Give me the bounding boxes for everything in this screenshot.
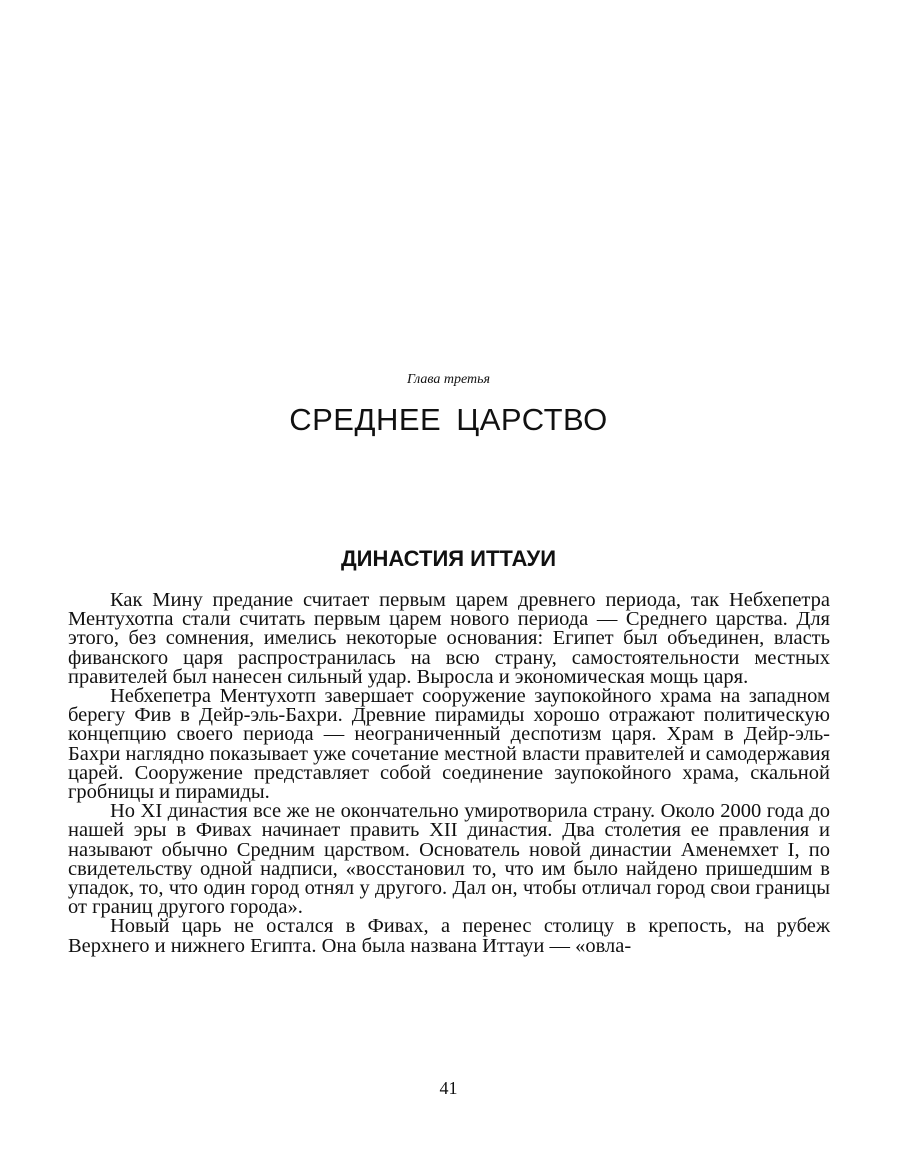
page-number: 41 — [439, 1078, 458, 1098]
body-text — [68, 591, 830, 956]
chapter-label: Глава третья — [406, 372, 491, 387]
paragraph: Как Мину предание считает первым царем древнего периода, так Небхепетра Ментухотпа стали считать первым царем нового периода — Среднего царства. Для этого, без сомнения, имелись некоторые основания: Египет был объединен, власть фиванского царя распространилась на всю страну, самостоятельности местных правителей был нанесен сильный удар. Выросла и экономическая мощь царя. — [68, 589, 830, 688]
paragraph: Но XI династия все же не окончательно умиротворила страну. Около 2000 года до нашей эры в Фивах начинает править XII династия. Два столетия ее правления и называют обычно Средним царством. Основатель новой династии Аменемхет I, по свидетельству одной надписи, «восстановил то, что им было найдено пришедшим в упадок, то, что один город отнял у другого. Дал он, чтобы отличал город свои границы от границ другого города». — [68, 800, 830, 919]
chapter-title: СРЕДНЕЕ ЦАРСТВО — [289, 402, 608, 437]
paragraph: Новый царь не остался в Фивах, а перенес столицу в крепость, на рубеж Верхнего и нижнего Египта. Она была названа Иттауи — «овла- — [68, 915, 830, 957]
paragraph: Небхепетра Ментухотп завершает сооружение заупокойного храма на западном берегу Фив в Дейр-эль-Бахри. Древние пирамиды хорошо отражают политическую концепцию своего периода — неограниченный деспотизм царя. Храм в Дейр-эль-Бахри наглядно показывает уже сочетание местной власти правителей и самодержавия царей. Сооружение представляет собой соединение заупокойного храма, скальной гробницы и пирамиды. — [68, 685, 830, 804]
section-title: ДИНАСТИЯ ИТТАУИ — [340, 546, 557, 571]
